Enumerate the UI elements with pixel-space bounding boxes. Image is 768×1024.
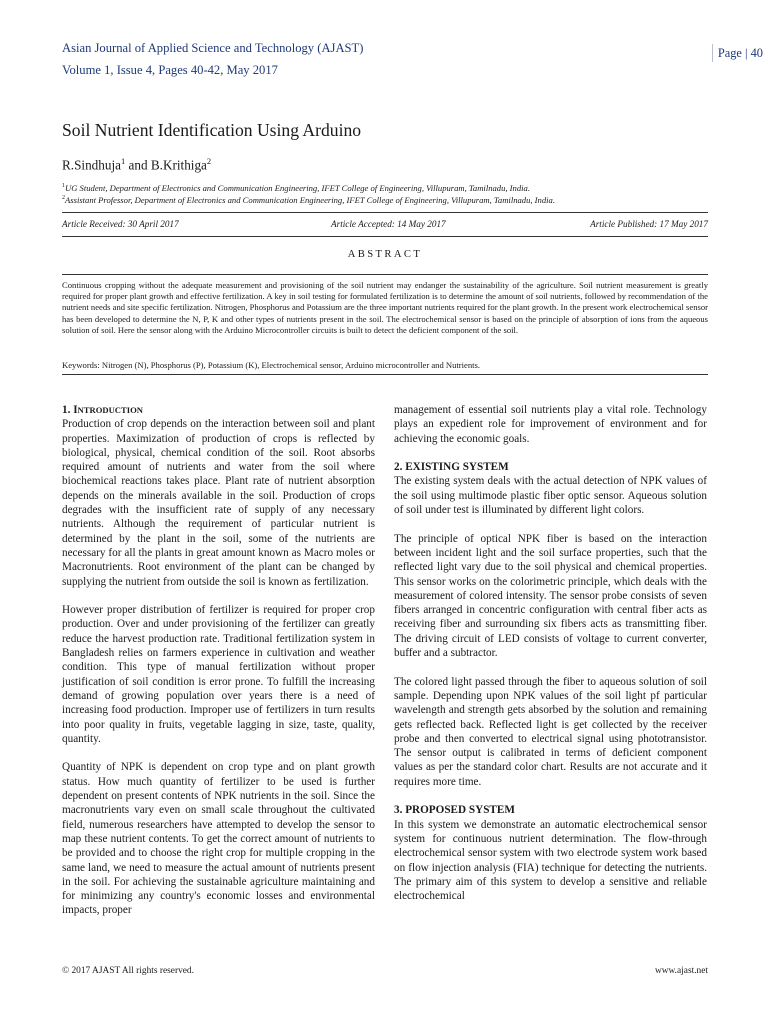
date-published: Article Published: 17 May 2017 <box>590 219 708 229</box>
divider-top <box>62 212 708 213</box>
right-column <box>394 403 707 903</box>
author-1: R.Sindhuja <box>62 157 121 173</box>
author-conjunction: and <box>125 157 151 173</box>
intro-heading-number: 1. I <box>62 404 78 416</box>
intro-paragraph-2: However proper distribution of fertilizer is required for proper crop production. Over and under provisioning of the fertilizer can greatly reduce the harvest production rate. Traditional fertilization system in Bangladesh relies on farmers experience in cultivation and weather condition. This type of manual fertilization without proper justification of soil condition is error prone. To fulfill the increasing demand of growing population over years there is a need of increasing food production. Improper use of fertilizers in turn results into poor quality in fruits, vegetable lagging in size, taste, quality, quantity. <box>62 604 375 745</box>
divider-dates <box>62 236 708 237</box>
keywords: Keywords: Nitrogen (N), Phosphorus (P), Potassium (K), Electrochemical sensor, Arduino microcontroller and Nutrients. <box>62 360 481 370</box>
article-dates <box>62 219 708 233</box>
existing-paragraph-3: The colored light passed through the fiber to aqueous solution of soil sample. Depending upon NPK values of the soil light pf particular wavelength and strength gets absorbed by the solution and remaining gets reflected back. Reflected light is get collected by the receiver probe and then converted to electrical signal using phototransistor. The sensor output is calibrated in terms of deficient component values as per the standard color chart. Results are not accurate and it requires more time. <box>394 675 707 788</box>
divider-abstract <box>62 274 708 275</box>
affiliation-1-text: UG Student, Department of Electronics and Communication Engineering, IFET College of Engineering, Villupuram, Tamilnadu, India. <box>65 183 530 193</box>
left-column <box>62 403 375 918</box>
existing-paragraph-1: The existing system deals with the actual detection of NPK values of the soil using multimode plastic fiber optic sensor. Aqueous solution of soil under test is illuminated by different light colors. <box>394 475 707 517</box>
existing-paragraph-2: The principle of optical NPK fiber is based on the interaction between incident light and the soil surface properties, such that the reflected light vary due to the soil physical and chemical properties. This sensor works on the colorimetric principle, which deals with the measurement of colored intensity. The sensor probe consists of seven fibers arranged in concentric configuration with central fiber acts as receiving fiber and surrounding six fibers acts as transmitting fiber. The driving circuit of LED consists of voltage to current converter, buffer and a subtractor. <box>394 532 707 660</box>
affiliation-2-mark: 2 <box>62 195 65 202</box>
section-heading-proposed-system: 3. PROPOSED SYSTEM <box>394 804 515 817</box>
affiliation-2 <box>62 195 555 205</box>
section-heading-existing-system: 2. EXISTING SYSTEM <box>394 461 509 474</box>
divider-keywords <box>62 374 708 375</box>
proposed-paragraph-1: In this system we demonstrate an automatic electrochemical sensor system for continuous nutrient determination. The flow-through electrochemical sensor system with two electrode system work based on flow injection analysis (FIA) technique for detecting the nutrients. The primary aim of this system to develop a sensitive and reliable electrochemical <box>394 818 707 903</box>
date-received: Article Received: 30 April 2017 <box>62 219 179 229</box>
abstract-heading: ABSTRACT <box>347 249 423 260</box>
intro-heading-text: NTRODUCTION <box>77 405 143 415</box>
paper-title: Soil Nutrient Identification Using Arduino <box>62 120 362 140</box>
intro-paragraph-3: Quantity of NPK is dependent on crop type and on plant growth status. How much quantity of fertilizer to be used is further dependent on present contents of NPK nutrients in the soil. Since the macronutrients vary even on small scale throughout the cultivated field, numerous researchers have attempted to develop the sensor to map these nutrient contents. To get the correct amount of nutrients to be provided and to choose the right crop for multiple cropping in the same land, we need to measure the actual amount of nutrients present in the soil. For achieving the sustainable agriculture maintaining and for minimizing any country's economic losses and environmental impacts, proper <box>62 761 375 917</box>
intro-paragraph-1: Production of crop depends on the interaction between soil and plant properties. Maximization of production of crops is reflected by biological, physical, chemical condition of the soil. Root absorbs required amount of nutrients and water from the soil where biochemical reactions takes place. Plant rate of nutrient absorption depends on the minerals available in the soil. Production of crops degrades with the insufficient rate of supply of any necessary nutrients. Although the requirement of particular nutrient is determined by the plant in the soil, some of the nutrients are necessary for all the plants in great amount known as Macro moles or Macronutrients. Root environment of the plant can be changed by supplying the nutrient from outside the soil is known as fertilization. <box>62 418 375 588</box>
authors-line <box>62 156 211 173</box>
date-accepted: Article Accepted: 14 May 2017 <box>331 219 446 229</box>
author-2-affil-mark: 2 <box>206 156 212 166</box>
page-number: Page | 40 <box>712 44 765 62</box>
journal-name: Asian Journal of Applied Science and Technology (AJAST) <box>62 41 364 55</box>
author-1-affil-mark: 1 <box>120 156 126 166</box>
affiliation-1 <box>62 183 530 193</box>
author-2: B.Krithiga <box>150 157 207 173</box>
footer-copyright: © 2017 AJAST All rights reserved. <box>62 966 194 976</box>
volume-info: Volume 1, Issue 4, Pages 40-42, May 2017 <box>62 63 278 77</box>
intro-paragraph-3-continued: management of essential soil nutrients play a vital role. Technology plays an expedient role for improvement of environment and for achieving the economic goals. <box>394 404 707 445</box>
affiliation-2-text: Assistant Professor, Department of Electronics and Communication Engineering, IFET College of Engineering, Villupuram, Tamilnadu, India. <box>65 195 555 205</box>
footer-website: www.ajast.net <box>654 966 708 976</box>
affiliation-1-mark: 1 <box>62 183 65 190</box>
abstract-text: Continuous cropping without the adequate measurement and provisioning of the soil nutrient may endanger the sustainability of the agriculture. Soil nutrient measurement is greatly required for proper plant growth and effective fertilization. A key in soil testing for formulated fertilization is to determine the amount of soil nutrients, followed by recommendation of the nutrient needs and site specific fertilization. Nitrogen, Phosphorus and Potassium are the three important nutrients required for the plant growth. In the present work electrochemical sensor has been developed to determine the N, P, K and other types of nutrients present in the soil. The electrochemical sensor is based on the principle of absorption of ions from the aqueous solution of soil. Here the sensor along with the Arduino Microcontroller circuits is built to detect the deficient component of the soil. <box>62 280 708 335</box>
section-heading-introduction <box>62 403 375 417</box>
